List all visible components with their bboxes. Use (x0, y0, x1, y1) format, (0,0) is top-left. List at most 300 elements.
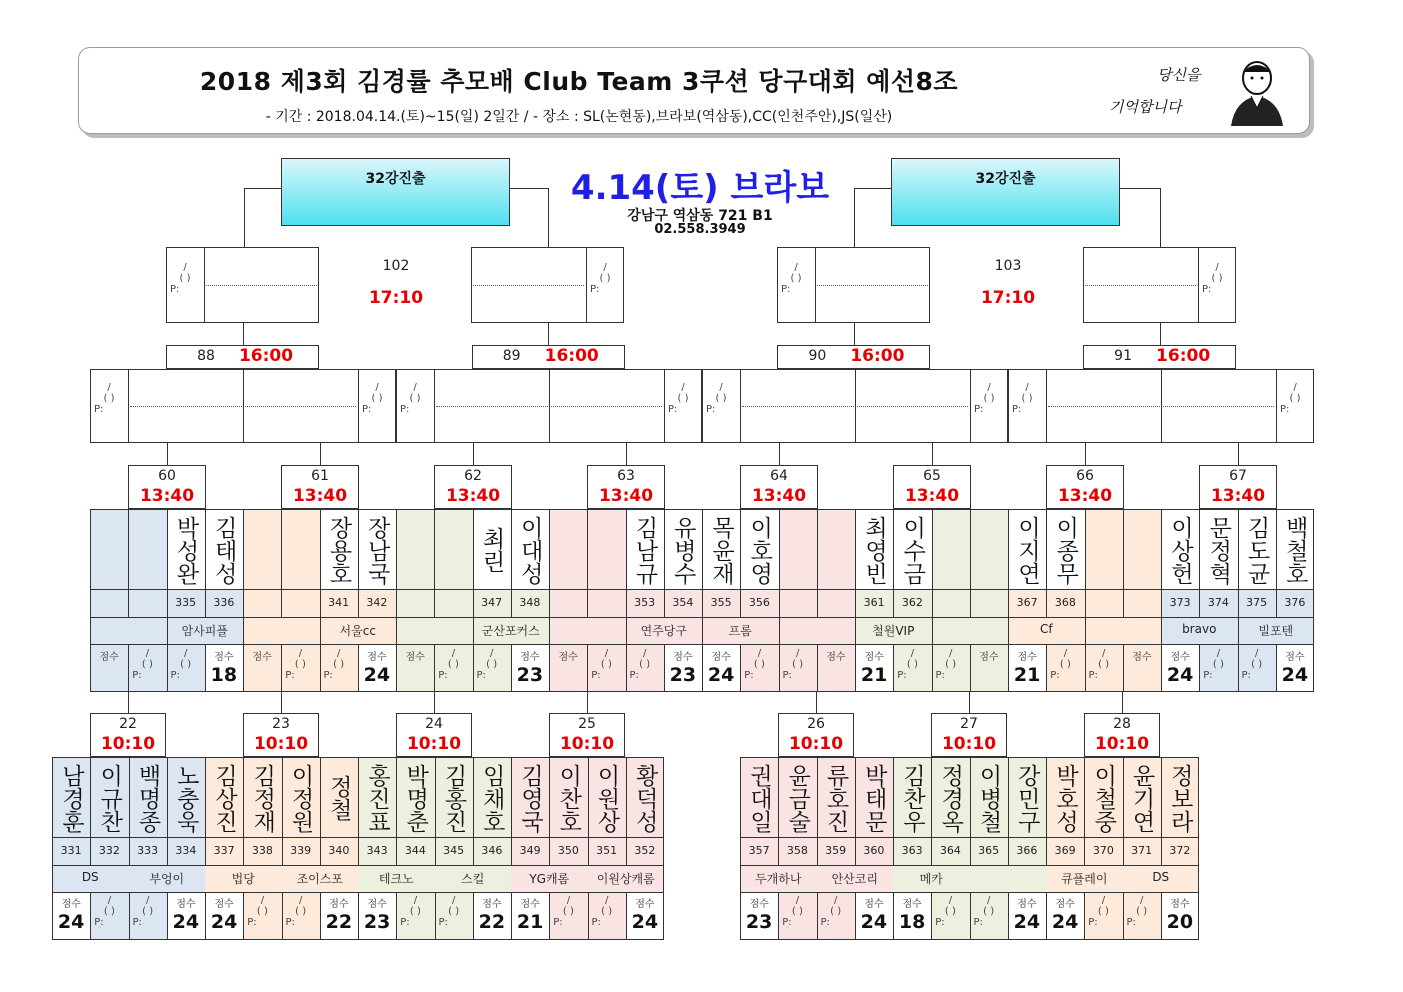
r3-match-no: 88 (197, 348, 215, 364)
slot-paren: ( ) (600, 659, 612, 670)
final-slot-placeholder (588, 262, 622, 295)
club-name: 이원상캐롬 (596, 872, 655, 886)
bracket-line (548, 188, 549, 248)
player-number: 331 (60, 844, 82, 857)
r1-match-no: 26 (807, 716, 825, 732)
player-name: 이수금 (899, 515, 926, 585)
bracket-line (740, 509, 741, 589)
slot-paren: ( ) (294, 659, 306, 670)
r3-match-no: 89 (502, 348, 521, 364)
slot-paren: ( ) (333, 659, 345, 670)
r1-match-no: 27 (960, 716, 978, 732)
r2-match-time: 13:40 (139, 486, 195, 506)
bracket-line (587, 589, 588, 617)
score-label: 점수 (902, 899, 922, 910)
bracket-line (244, 188, 281, 189)
bracket-line (167, 757, 168, 837)
bracket-line (587, 644, 588, 692)
slot-paren: ( ) (639, 659, 651, 670)
player-score: 24 (860, 911, 888, 933)
score-label: 점수 (979, 652, 999, 663)
player-name: 박명춘 (402, 763, 429, 833)
bracket-line (1161, 892, 1162, 940)
slot-p: P: (170, 284, 180, 295)
bracket-line (1276, 509, 1277, 589)
player-number: 345 (443, 844, 465, 857)
player-score: 23 (516, 664, 544, 686)
bracket-line (205, 644, 206, 692)
r3-match-time: 16:00 (238, 346, 294, 366)
slot-p: P: (1202, 284, 1212, 295)
slot-paren: ( ) (448, 906, 460, 917)
bracket-line (1085, 644, 1086, 692)
player-name: 이상헌 (1167, 515, 1193, 585)
r1-match-no: 22 (119, 716, 137, 732)
player-name: 이지연 (1014, 515, 1040, 585)
player-name: 장남국 (363, 515, 390, 585)
r2-match-no: 65 (923, 468, 941, 484)
player-number: 368 (1054, 596, 1076, 609)
bracket-line (129, 892, 130, 940)
bracket-line (893, 892, 894, 940)
bracket-line (702, 644, 703, 692)
slot-p: P: (94, 404, 104, 415)
bracket-line (243, 323, 244, 345)
bracket-line (1046, 509, 1047, 589)
player-number: 335 (175, 596, 197, 609)
slot-paren: ( ) (180, 659, 192, 670)
player-number: 367 (1016, 596, 1038, 609)
player-number: 374 (1207, 596, 1229, 609)
r2-match-no: 60 (158, 468, 176, 484)
slot-slash: / (451, 648, 456, 659)
bracket-line (931, 892, 932, 940)
slot-slash: / (260, 895, 265, 906)
player-score: 18 (898, 911, 926, 933)
period-venue-line: - 기간 : 2018.04.14.(토)~15(일) 2일간 / - 장소 : SL(논현동),브라보(역삼동),CC(인천주안),JS(일산) (265, 109, 893, 125)
slot-p: P: (476, 670, 486, 681)
score-label: 점수 (482, 899, 502, 910)
bracket-line (626, 892, 627, 940)
slot-p: P: (935, 670, 945, 681)
bracket-line (473, 589, 474, 617)
bracket-line (817, 644, 818, 692)
slot-paren: ( ) (945, 659, 957, 670)
slot-paren: ( ) (409, 906, 421, 917)
club-name: Cf (1039, 622, 1053, 636)
player-name: 류호진 (822, 763, 849, 833)
player-name: 권대일 (746, 763, 772, 833)
dotted-line (1048, 406, 1274, 407)
slot-p: P: (820, 917, 830, 928)
club-name: 메카 (919, 872, 943, 886)
slot-paren: ( ) (1059, 659, 1071, 670)
player-name: 김도균 (1243, 515, 1270, 585)
bracket-line (664, 644, 665, 692)
score-label: 점수 (673, 652, 693, 663)
slot-slash: / (642, 648, 647, 659)
bracket-line (511, 509, 512, 589)
bracket-line (358, 644, 359, 692)
player-score: 18 (210, 664, 238, 686)
player-number: 351 (596, 844, 618, 857)
r2-match-time: 13:40 (1210, 486, 1266, 506)
r2-match-time: 13:40 (292, 486, 348, 506)
bracket-line (282, 892, 283, 940)
player-number: 350 (557, 844, 579, 857)
dotted-line (817, 285, 928, 286)
bracket-line (243, 837, 244, 865)
score-label: 점수 (558, 652, 578, 663)
slot-paren: ( ) (447, 659, 459, 670)
player-score: 24 (631, 911, 659, 933)
bracket-line (855, 757, 856, 837)
bracket-line (167, 589, 168, 617)
venue-phone: 02.558.3949 (654, 222, 746, 237)
slot-paren: ( ) (1136, 906, 1148, 917)
score-label: 점수 (864, 652, 884, 663)
score-label: 점수 (635, 899, 655, 910)
bracket-line (1161, 757, 1162, 837)
bracket-line (243, 757, 244, 837)
bracket-line (1120, 188, 1160, 189)
slot-p: P: (438, 670, 448, 681)
r2-match-no: 62 (464, 468, 482, 484)
score-label: 점수 (214, 652, 234, 663)
slot-paren: ( ) (791, 906, 803, 917)
r3-slot-placeholder (360, 382, 394, 415)
slot-paren: ( ) (371, 393, 383, 404)
bracket-line (626, 589, 627, 617)
club-name: 조이스포 (296, 872, 343, 886)
slot-paren: ( ) (944, 906, 956, 917)
bracket-line (1123, 589, 1124, 617)
slot-slash: / (451, 895, 456, 906)
slot-paren: ( ) (599, 273, 611, 284)
player-name: 김상진 (211, 763, 237, 833)
score-label: 점수 (1132, 652, 1152, 663)
slot-p: P: (1126, 917, 1136, 928)
r2-match-time: 13:40 (445, 486, 501, 506)
player-score: 21 (516, 911, 544, 933)
r2-match-no: 64 (770, 468, 788, 484)
bracket-line (473, 757, 474, 837)
r3-match-time: 16:00 (850, 346, 905, 366)
player-name: 임채호 (478, 763, 505, 833)
score-label: 점수 (99, 652, 119, 663)
slot-p: P: (1088, 670, 1098, 681)
r2-match-time: 13:40 (1057, 486, 1113, 506)
bracket-line (1238, 589, 1239, 617)
slot-paren: ( ) (715, 393, 727, 404)
bracket-line (1046, 892, 1047, 940)
bracket-line (205, 892, 206, 940)
player-number: 356 (748, 596, 770, 609)
slot-paren: ( ) (983, 906, 995, 917)
player-number: 373 (1169, 596, 1191, 609)
slot-slash: / (604, 648, 609, 659)
bracket-line (396, 644, 397, 692)
slot-p: P: (553, 917, 563, 928)
score-label: 점수 (61, 899, 81, 910)
dotted-line (130, 406, 356, 407)
bracket-line (473, 644, 474, 692)
bracket-line (1199, 589, 1200, 617)
bracket-line (205, 509, 206, 589)
player-name: 홍진표 (364, 763, 390, 833)
player-number: 339 (290, 844, 312, 857)
portrait-icon (1221, 56, 1297, 128)
bracket-line (510, 188, 548, 189)
bracket-line (664, 509, 665, 589)
score-label: 점수 (367, 652, 387, 663)
bracket-line (779, 644, 780, 692)
player-name: 이병철 (975, 763, 1002, 833)
bracket-line (740, 865, 1199, 866)
bracket-line (434, 644, 435, 692)
bracket-line (587, 509, 588, 589)
slot-slash: / (681, 382, 685, 393)
score-label: 점수 (1017, 899, 1037, 910)
player-name: 최영빈 (861, 515, 887, 585)
r2-match-no: 63 (617, 468, 635, 484)
slot-paren: ( ) (486, 659, 498, 670)
slot-p: P: (744, 670, 754, 681)
slot-p: P: (668, 404, 678, 415)
r3-slot-placeholder (1278, 382, 1312, 415)
bracket-line (1008, 837, 1009, 865)
bracket-line (90, 892, 91, 940)
slot-p: P: (781, 284, 791, 295)
bracket-line (282, 757, 283, 837)
player-score: 21 (1013, 664, 1041, 686)
bracket-line (855, 644, 856, 692)
bracket-line (281, 589, 282, 617)
bracket-line (1122, 692, 1123, 714)
r3-match-no: 90 (808, 348, 827, 364)
club-name: 서울cc (339, 624, 376, 638)
club-name: 부엉이 (149, 872, 185, 886)
club-name: 연주당구 (640, 624, 687, 638)
bracket-line (931, 837, 932, 865)
player-score: 24 (707, 664, 735, 686)
bracket-line (549, 644, 550, 692)
player-name: 이종무 (1052, 515, 1079, 585)
r1-match-no: 25 (578, 716, 596, 732)
bracket-line (434, 509, 435, 589)
bracket-line (893, 757, 894, 837)
bracket-line (778, 892, 779, 940)
final-slot-placeholder (168, 262, 202, 295)
bracket-line (817, 892, 818, 940)
bracket-line (1161, 644, 1162, 692)
player-score: 23 (745, 911, 773, 933)
player-number: 364 (939, 844, 961, 857)
bracket-line (626, 757, 627, 837)
club-name: YG캐롬 (529, 872, 570, 886)
r3-slot-placeholder (92, 382, 126, 415)
bracket-line (779, 443, 780, 465)
bracket-line (1008, 589, 1009, 617)
bracket-line (893, 509, 894, 589)
bracket-line (1276, 589, 1277, 617)
slot-p: P: (935, 917, 945, 928)
slot-slash: / (413, 382, 417, 393)
slot-slash: / (145, 895, 150, 906)
bracket-line (1084, 892, 1085, 940)
slot-p: P: (973, 917, 983, 928)
bracket-line (511, 757, 512, 837)
bracket-line (396, 837, 397, 865)
r3-slot-placeholder (704, 382, 738, 415)
slot-p: P: (94, 917, 104, 928)
slot-p: P: (629, 670, 639, 681)
player-number: 355 (710, 596, 732, 609)
slot-p: P: (1241, 670, 1251, 681)
player-number: 352 (634, 844, 656, 857)
bracket-line (320, 892, 321, 940)
slot-paren: ( ) (790, 273, 802, 284)
slot-paren: ( ) (1098, 659, 1110, 670)
bracket-line (970, 589, 971, 617)
venue-address: 강남구 역삼동 721 B1 (627, 208, 773, 224)
bracket-line (128, 589, 129, 617)
slot-paren: ( ) (256, 906, 268, 917)
player-name: 문정혁 (1205, 515, 1232, 585)
slot-slash: / (794, 262, 798, 273)
player-score: 24 (1051, 911, 1079, 933)
player-name: 박호성 (1052, 763, 1078, 833)
player-name: 장용호 (325, 515, 352, 585)
slot-paren: ( ) (142, 906, 154, 917)
bracket-line (90, 757, 91, 837)
bracket-line (588, 757, 589, 837)
player-name: 정철 (325, 775, 352, 821)
r2-match-time: 13:40 (904, 486, 960, 506)
r3-match-time: 16:00 (1156, 346, 1211, 366)
player-number: 365 (978, 844, 1000, 857)
final-match-no: 103 (994, 258, 1022, 274)
slot-slash: / (604, 895, 609, 906)
club-name: 철원VIP (872, 624, 915, 638)
slot-paren: ( ) (1251, 659, 1263, 670)
slot-p: P: (1088, 917, 1098, 928)
bracket-line (396, 757, 397, 837)
bracket-line (205, 837, 206, 865)
player-number: 347 (481, 596, 503, 609)
player-score: 24 (1166, 664, 1194, 686)
slot-p: P: (438, 917, 448, 928)
r1-match-time: 10:10 (100, 734, 156, 754)
slot-paren: ( ) (409, 393, 421, 404)
bracket-line (970, 644, 971, 692)
score-label: 점수 (1170, 652, 1190, 663)
slot-slash: / (489, 648, 494, 659)
player-number: 340 (328, 844, 350, 857)
player-number: 366 (1016, 844, 1038, 857)
bracket-line (320, 837, 321, 865)
slot-paren: ( ) (103, 906, 115, 917)
player-number: 334 (175, 844, 197, 857)
player-number: 342 (366, 596, 388, 609)
score-label: 점수 (405, 652, 425, 663)
player-name: 박태문 (860, 763, 887, 833)
player-score: 24 (1281, 664, 1309, 686)
slot-slash: / (987, 382, 991, 393)
bracket-line (1008, 892, 1009, 940)
bracket-line (893, 589, 894, 617)
slot-p: P: (285, 670, 295, 681)
slot-slash: / (145, 648, 150, 659)
bracket-line (1123, 837, 1124, 865)
player-number: 362 (901, 596, 923, 609)
slot-p: P: (897, 670, 907, 681)
club-name: 안산코리 (831, 872, 878, 886)
bracket-line (1046, 757, 1047, 837)
club-name: 큐플레이 (1061, 872, 1108, 886)
player-name: 이철중 (1090, 763, 1117, 833)
bracket-line (167, 837, 168, 865)
bracket-line (1123, 644, 1124, 692)
r2-match-no: 66 (1076, 468, 1094, 484)
bracket-line (1238, 644, 1239, 692)
r3-slot-placeholder (1010, 382, 1044, 415)
bracket-line (282, 837, 283, 865)
bracket-line (243, 644, 244, 692)
bracket-line (855, 892, 856, 940)
bracket-line (778, 757, 779, 837)
slot-p: P: (323, 670, 333, 681)
slot-slash: / (298, 895, 303, 906)
slot-slash: / (1025, 382, 1029, 393)
final-slot-placeholder (1200, 262, 1234, 295)
club-name: 두개하나 (755, 872, 802, 886)
bracket-line (281, 509, 282, 589)
player-number: 370 (1092, 844, 1114, 857)
player-name: 이원상 (593, 763, 620, 833)
bracket-line (128, 692, 129, 714)
score-label: 점수 (520, 899, 540, 910)
slot-paren: ( ) (1289, 393, 1301, 404)
slot-p: P: (1203, 670, 1213, 681)
player-name: 김정재 (249, 763, 276, 833)
score-label: 점수 (1170, 899, 1190, 910)
bracket-line (893, 644, 894, 692)
player-name: 이대성 (516, 515, 543, 585)
slot-slash: / (183, 262, 187, 273)
bracket-line (855, 589, 856, 617)
bracket-line (281, 644, 282, 692)
bracket-line (473, 443, 474, 465)
slot-slash: / (1139, 895, 1144, 906)
bracket-line (1046, 589, 1047, 617)
bracket-line (320, 589, 321, 617)
score-label: 점수 (749, 899, 769, 910)
slot-paren: ( ) (792, 659, 804, 670)
player-name: 황덕성 (631, 763, 658, 833)
slot-p: P: (400, 917, 410, 928)
slot-p: P: (1280, 404, 1290, 415)
bracket-line (549, 589, 550, 617)
slot-p: P: (400, 404, 410, 415)
r1-match-time: 10:10 (406, 734, 462, 754)
bracket-line (511, 892, 512, 940)
player-score: 23 (669, 664, 697, 686)
advance-box-right-label: 32강진출 (975, 171, 1036, 187)
bracket-line (128, 644, 129, 692)
bracket-line (473, 892, 474, 940)
player-number: 359 (825, 844, 847, 857)
